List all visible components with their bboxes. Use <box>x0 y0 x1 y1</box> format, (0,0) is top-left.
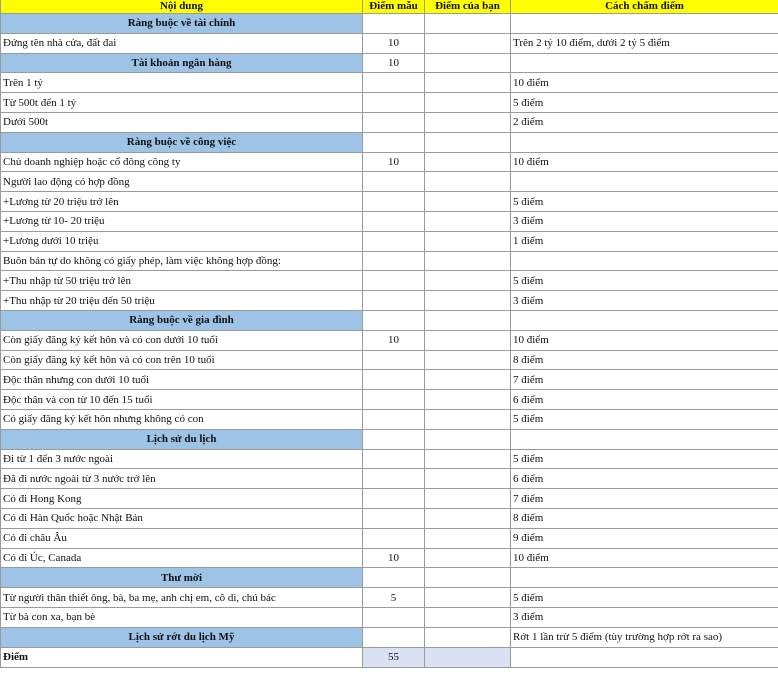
your-score-cell[interactable] <box>425 409 511 429</box>
content-cell: Có đi Hàn Quốc hoặc Nhật Bản <box>1 508 363 528</box>
sample-score-cell <box>363 627 425 647</box>
sample-score-cell <box>363 390 425 410</box>
your-score-cell[interactable] <box>425 211 511 231</box>
your-score-cell[interactable] <box>425 588 511 608</box>
your-score-cell[interactable] <box>425 112 511 132</box>
table-row <box>1 291 778 311</box>
table-row <box>1 192 778 212</box>
your-score-cell[interactable] <box>425 627 511 647</box>
sample-score-cell <box>363 409 425 429</box>
section-title: Ràng buộc về tài chính <box>1 14 363 34</box>
section-title: Tài khoản ngân hàng <box>1 53 363 73</box>
your-score-cell[interactable] <box>425 14 511 34</box>
scoring-method-cell <box>511 647 778 667</box>
table-row <box>1 33 778 53</box>
section-title: Ràng buộc về công việc <box>1 132 363 152</box>
table-row <box>1 251 778 271</box>
section-row <box>1 132 778 152</box>
sample-score-cell <box>363 172 425 192</box>
scoring-method-cell <box>511 172 778 192</box>
table-row <box>1 548 778 568</box>
content-cell: +Thu nhập từ 20 triệu đến 50 triệu <box>1 291 363 311</box>
sample-score-cell <box>363 251 425 271</box>
scoring-method-cell: 5 điểm <box>511 588 778 608</box>
content-cell: +Thu nhập từ 50 triệu trở lên <box>1 271 363 291</box>
your-score-cell[interactable] <box>425 53 511 73</box>
content-cell: Đã đi nước ngoài từ 3 nước trở lên <box>1 469 363 489</box>
scoring-method-cell <box>511 132 778 152</box>
content-cell: Có giấy đăng ký kết hôn nhưng không có con <box>1 409 363 429</box>
sample-score-cell: 10 <box>363 33 425 53</box>
content-cell: Độc thân và con từ 10 đến 15 tuổi <box>1 390 363 410</box>
scoring-method-cell: 8 điểm <box>511 350 778 370</box>
content-cell: +Lương từ 10- 20 triệu <box>1 211 363 231</box>
your-score-cell[interactable] <box>425 310 511 330</box>
your-score-cell[interactable] <box>425 271 511 291</box>
scoring-method-cell: 6 điểm <box>511 469 778 489</box>
section-row <box>1 627 778 647</box>
sample-score-cell <box>363 489 425 509</box>
table-row <box>1 73 778 93</box>
content-cell: Còn giấy đăng ký kết hôn và có con dưới 10 tuổi <box>1 330 363 350</box>
your-score-cell[interactable] <box>425 568 511 588</box>
table-row <box>1 350 778 370</box>
your-score-cell[interactable] <box>425 330 511 350</box>
your-score-cell[interactable] <box>425 508 511 528</box>
your-score-cell[interactable] <box>425 350 511 370</box>
sample-score-cell <box>363 469 425 489</box>
scoring-method-cell: 2 điểm <box>511 112 778 132</box>
section-row <box>1 568 778 588</box>
table-row <box>1 112 778 132</box>
scoring-method-cell: 1 điểm <box>511 231 778 251</box>
sample-score-cell <box>363 370 425 390</box>
sample-score-cell: 10 <box>363 548 425 568</box>
your-score-cell[interactable] <box>425 647 511 667</box>
scoring-method-cell <box>511 251 778 271</box>
table-row <box>1 211 778 231</box>
your-score-cell[interactable] <box>425 73 511 93</box>
sample-score-cell <box>363 449 425 469</box>
scoring-method-cell <box>511 53 778 73</box>
content-cell: Có đi Hong Kong <box>1 489 363 509</box>
your-score-cell[interactable] <box>425 390 511 410</box>
your-score-cell[interactable] <box>425 429 511 449</box>
sample-score-cell <box>363 14 425 34</box>
table-row <box>1 390 778 410</box>
scoring-method-cell: 5 điểm <box>511 271 778 291</box>
section-title: Thư mời <box>1 568 363 588</box>
table-row <box>1 271 778 291</box>
content-cell: Từ 500t đến 1 tỷ <box>1 93 363 113</box>
scoring-method-cell: 10 điểm <box>511 548 778 568</box>
table-row <box>1 93 778 113</box>
table-row <box>1 330 778 350</box>
your-score-cell[interactable] <box>425 132 511 152</box>
sample-score-cell <box>363 429 425 449</box>
sample-score-cell <box>363 607 425 627</box>
scoring-method-cell: 3 điểm <box>511 291 778 311</box>
section-row <box>1 53 778 73</box>
scoring-method-cell: 6 điểm <box>511 390 778 410</box>
sample-score-cell <box>363 73 425 93</box>
scoring-method-cell: 5 điểm <box>511 192 778 212</box>
your-score-cell[interactable] <box>425 152 511 172</box>
your-score-cell[interactable] <box>425 231 511 251</box>
table-row <box>1 489 778 509</box>
table-row <box>1 588 778 608</box>
header-scoring-method: Cách chấm điểm <box>511 0 778 14</box>
header-sample-score: Điểm mẫu <box>363 0 425 14</box>
scoring-method-cell: Trên 2 tỷ 10 điểm, dưới 2 tỷ 5 điểm <box>511 33 778 53</box>
section-title: Ràng buộc về gia đình <box>1 310 363 330</box>
header-content: Nội dung <box>1 0 363 14</box>
sample-score-cell <box>363 568 425 588</box>
content-cell: +Lương dưới 10 triệu <box>1 231 363 251</box>
table-row <box>1 409 778 429</box>
section-row <box>1 14 778 34</box>
scoring-method-cell: 3 điểm <box>511 211 778 231</box>
table-row <box>1 607 778 627</box>
content-cell: Người lao động có hợp đồng <box>1 172 363 192</box>
table-row <box>1 152 778 172</box>
sample-score-cell: 10 <box>363 53 425 73</box>
scoring-method-cell <box>511 429 778 449</box>
table-row <box>1 528 778 548</box>
section-title: Lịch sử du lịch <box>1 429 363 449</box>
sample-score-cell <box>363 132 425 152</box>
scoring-method-cell <box>511 568 778 588</box>
sample-score-cell: 10 <box>363 152 425 172</box>
sample-score-cell <box>363 350 425 370</box>
table-row <box>1 231 778 251</box>
your-score-cell[interactable] <box>425 93 511 113</box>
sample-score-cell: 10 <box>363 330 425 350</box>
your-score-cell[interactable] <box>425 449 511 469</box>
sample-score-cell <box>363 112 425 132</box>
sample-score-cell <box>363 528 425 548</box>
content-cell: Có đi châu Âu <box>1 528 363 548</box>
sample-score-cell <box>363 508 425 528</box>
your-score-cell[interactable] <box>425 251 511 271</box>
sample-score-cell <box>363 291 425 311</box>
your-score-cell[interactable] <box>425 370 511 390</box>
sample-score-cell <box>363 231 425 251</box>
sample-score-cell <box>363 271 425 291</box>
section-row <box>1 310 778 330</box>
content-cell: Điểm <box>1 647 363 667</box>
scoring-method-cell: 7 điểm <box>511 370 778 390</box>
scoring-method-cell: 10 điểm <box>511 330 778 350</box>
content-cell: Dưới 500t <box>1 112 363 132</box>
sample-score-cell: 5 <box>363 588 425 608</box>
content-cell: Còn giấy đăng ký kết hôn và có con trên 10 tuổi <box>1 350 363 370</box>
scoring-method-cell: 5 điểm <box>511 449 778 469</box>
scoring-method-cell: Rớt 1 lần trừ 5 điểm (tùy trường hợp rớt ra sao) <box>511 627 778 647</box>
table-body <box>1 14 778 668</box>
table-row <box>1 449 778 469</box>
sample-score-cell <box>363 310 425 330</box>
your-score-cell[interactable] <box>425 172 511 192</box>
content-cell: +Lương từ 20 triệu trở lên <box>1 192 363 212</box>
scoring-method-cell: 5 điểm <box>511 409 778 429</box>
scoring-method-cell: 7 điểm <box>511 489 778 509</box>
your-score-cell[interactable] <box>425 469 511 489</box>
content-cell: Độc thân nhưng con dưới 10 tuổi <box>1 370 363 390</box>
scoring-method-cell: 8 điểm <box>511 508 778 528</box>
table-row <box>1 370 778 390</box>
header-row <box>1 0 778 14</box>
table-row <box>1 508 778 528</box>
section-row <box>1 429 778 449</box>
scoring-method-cell: 5 điểm <box>511 93 778 113</box>
sample-score-cell <box>363 192 425 212</box>
table-row <box>1 469 778 489</box>
content-cell: Đứng tên nhà cửa, đất đai <box>1 33 363 53</box>
your-score-cell[interactable] <box>425 291 511 311</box>
section-title: Lịch sử rớt du lịch Mỹ <box>1 627 363 647</box>
content-cell: Buôn bán tự do không có giấy phép, làm việc không hợp đồng: <box>1 251 363 271</box>
total-row <box>1 647 778 667</box>
content-cell: Trên 1 tỷ <box>1 73 363 93</box>
your-score-cell[interactable] <box>425 528 511 548</box>
content-cell: Đi từ 1 đến 3 nước ngoài <box>1 449 363 469</box>
header-your-score: Điểm của bạn <box>425 0 511 14</box>
your-score-cell[interactable] <box>425 33 511 53</box>
your-score-cell[interactable] <box>425 489 511 509</box>
your-score-cell[interactable] <box>425 192 511 212</box>
scoring-method-cell: 10 điểm <box>511 152 778 172</box>
content-cell: Có đi Úc, Canada <box>1 548 363 568</box>
your-score-cell[interactable] <box>425 607 511 627</box>
table-row <box>1 172 778 192</box>
sample-score-cell <box>363 211 425 231</box>
scoring-method-cell: 10 điểm <box>511 73 778 93</box>
scoring-method-cell: 9 điểm <box>511 528 778 548</box>
content-cell: Từ bà con xa, bạn bè <box>1 607 363 627</box>
scoring-method-cell: 3 điểm <box>511 607 778 627</box>
your-score-cell[interactable] <box>425 548 511 568</box>
content-cell: Chủ doanh nghiệp hoặc cổ đông công ty <box>1 152 363 172</box>
scoring-method-cell <box>511 310 778 330</box>
sample-score-cell: 55 <box>363 647 425 667</box>
sample-score-cell <box>363 93 425 113</box>
content-cell: Từ người thân thiết ông, bà, ba mẹ, anh chị em, cô dì, chú bác <box>1 588 363 608</box>
scoring-method-cell <box>511 14 778 34</box>
